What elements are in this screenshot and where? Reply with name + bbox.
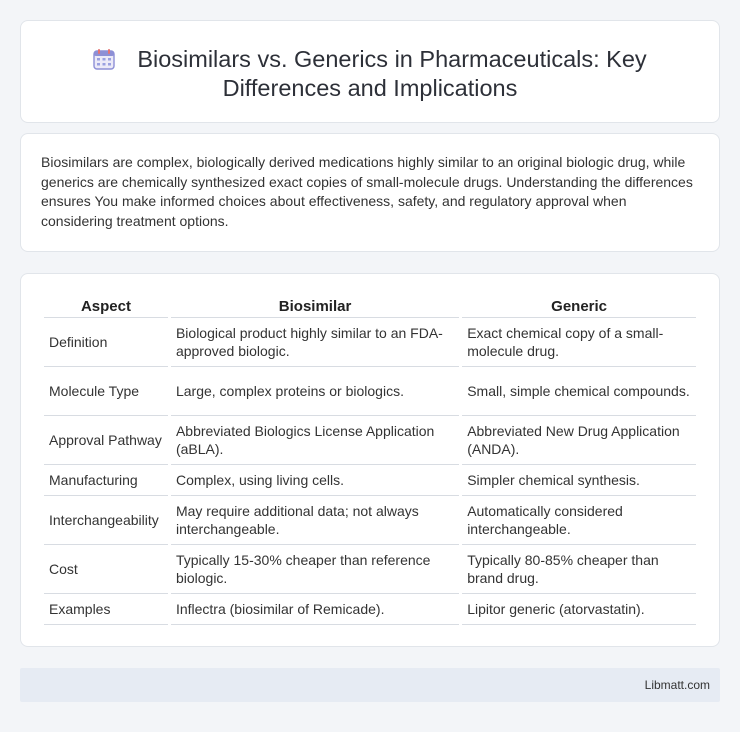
table-row: [44, 416, 696, 465]
generic-cell: Abbreviated New Drug Application (ANDA).: [462, 416, 696, 465]
biosimilar-cell: May require additional data; not always interchangeable.: [171, 496, 459, 545]
page-title: [21, 45, 719, 103]
generic-cell: Automatically considered interchangeable.: [462, 496, 696, 545]
table-header-row: [44, 296, 696, 318]
header-generic: Generic: [462, 296, 696, 318]
intro-card: [20, 133, 720, 252]
table-row: [44, 465, 696, 496]
header-aspect: Aspect: [44, 296, 168, 318]
footer: [20, 668, 720, 702]
comparison-table: [41, 296, 699, 625]
generic-cell: Lipitor generic (atorvastatin).: [462, 594, 696, 625]
biosimilar-cell: Abbreviated Biologics License Application (aBLA).: [171, 416, 459, 465]
aspect-cell: Manufacturing: [44, 465, 168, 496]
comparison-table-card: [20, 273, 720, 647]
biosimilar-cell: Biological product highly similar to an FDA-approved biologic.: [171, 318, 459, 367]
biosimilar-cell: Complex, using living cells.: [171, 465, 459, 496]
generic-cell: Small, simple chemical compounds.: [462, 367, 696, 416]
calendar-icon: [93, 48, 115, 70]
aspect-cell: Definition: [44, 318, 168, 367]
page-title-text: Biosimilars vs. Generics in Pharmaceuticals: Key Differences and Implications: [137, 46, 647, 101]
table-row: [44, 367, 696, 416]
aspect-cell: Cost: [44, 545, 168, 594]
table-row: [44, 545, 696, 594]
generic-cell: Simpler chemical synthesis.: [462, 465, 696, 496]
intro-paragraph: Biosimilars are complex, biologically derived medications highly similar to an original biologic drug, while generics are chemically synthesized exact copies of small-molecule drugs. Understanding the differences ensures You make informed choices about effectiveness, safety, and regulatory approval when considering treatment options.: [41, 154, 693, 229]
aspect-cell: Interchangeability: [44, 496, 168, 545]
biosimilar-cell: Large, complex proteins or biologics.: [171, 367, 459, 416]
aspect-cell: Approval Pathway: [44, 416, 168, 465]
biosimilar-cell: Inflectra (biosimilar of Remicade).: [171, 594, 459, 625]
generic-cell: Exact chemical copy of a small-molecule drug.: [462, 318, 696, 367]
footer-site-link[interactable]: Libmatt.com: [644, 678, 710, 692]
table-row: [44, 318, 696, 367]
aspect-cell: Molecule Type: [44, 367, 168, 416]
biosimilar-cell: Typically 15-30% cheaper than reference biologic.: [171, 545, 459, 594]
aspect-cell: Examples: [44, 594, 168, 625]
header-card: [20, 20, 720, 123]
header-biosimilar: Biosimilar: [171, 296, 459, 318]
table-row: [44, 594, 696, 625]
generic-cell: Typically 80-85% cheaper than brand drug.: [462, 545, 696, 594]
table-row: [44, 496, 696, 545]
